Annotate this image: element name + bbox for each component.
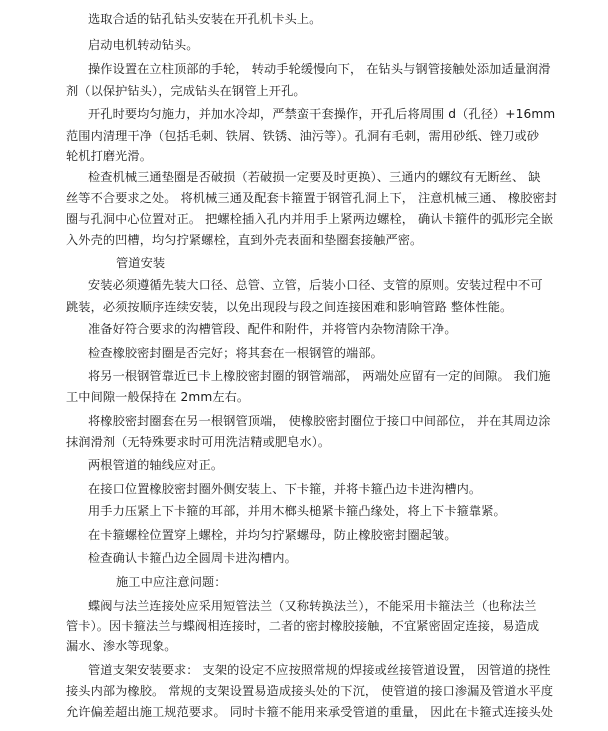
- text-line: 范围内清理干净（包括毛刺、铁屑、铁锈、油污等）。孔洞有毛刺，需用砂纸、锉刀或砂: [66, 129, 540, 143]
- text-line: 允许偏差超出施工规范要求。 同时卡箍不能用来承受管道的重量， 因此在卡箍式连接头处: [66, 705, 554, 719]
- text-line: 检查机械三通垫圈是否破损（若破损一定要及时更换）、三通内的螺纹有无断丝、 缺: [88, 170, 541, 184]
- section-heading: 施工中应注意问题：: [116, 575, 227, 589]
- text-line: 启动电机转动钻头。: [88, 38, 199, 52]
- section-heading: 管道安装: [116, 256, 166, 270]
- text-line: 漏水、渗水等现象。: [66, 639, 177, 653]
- text-line: 检查橡胶密封圈是否完好；将其套在一根钢管的端部。: [88, 346, 383, 360]
- text-line: 安装必须遵循先装大口径、总管、立管，后装小口径、支管的原则。安装过程中不可: [88, 278, 543, 292]
- text-line: 管道支架安装要求： 支架的设定不应按照常规的焊接或丝接管道设置， 因管道的挠性: [88, 663, 551, 677]
- text-line: 两根管道的轴线应对正。: [88, 458, 224, 472]
- text-line: 在卡箍螺栓位置穿上螺栓，并均匀拧紧螺母，防止橡胶密封圈起皱。: [88, 528, 457, 542]
- text-line: 工中间隙一般保持在 2mm左右。: [66, 390, 250, 404]
- text-line: 入外壳的凹槽，均匀拧紧螺栓，直到外壳表面和垫圈套接触严密。: [66, 233, 423, 247]
- text-line: 操作设置在立柱顶部的手轮， 转动手轮缓慢向下， 在钻头与钢管接触处添加适量润滑: [88, 62, 551, 76]
- text-line: 将橡胶密封圈套在另一根钢管顶端， 使橡胶密封圈位于接口中间部位， 并在其周边涂: [88, 414, 551, 428]
- text-line: 用手力压紧上下卡箍的耳部，并用木榔头槌紧卡箍凸缘处，将上下卡箍靠紧。: [88, 504, 506, 518]
- text-line: 接头内部为橡胶。 常规的支架设置易造成接头处的下沉， 使管道的接口渗漏及管道水平度: [66, 684, 554, 698]
- text-line: 管卡）。因卡箍法兰与蝶阀相连接时，二者的密封橡胶接触，不宜紧密固定连接，易造成: [66, 619, 540, 633]
- text-line: 将另一根钢管靠近已卡上橡胶密封圈的钢管端部， 两端处应留有一定的间隙。 我们施: [88, 369, 551, 383]
- text-line: 蝶阀与法兰连接处应采用短管法兰（又称转换法兰），不能采用卡箍法兰（也称法兰: [88, 599, 537, 613]
- text-line: 准备好符合要求的沟槽管段、配件和附件，并将管内杂物清除干净。: [88, 322, 457, 336]
- text-line: 圈与孔洞中心位置对正。 把螺栓插入孔内并用手上紧两边螺栓， 确认卡箍件的弧形完全嵌: [66, 212, 554, 226]
- text-line: 抹润滑剂（无特殊要求时可用洗洁精或肥皂水）。: [66, 435, 331, 449]
- text-line: 在接口位置橡胶密封圈外侧安装上、下卡箍，并将卡箍凸边卡进沟槽内。: [88, 482, 482, 496]
- text-line: 轮机打磨光滑。: [66, 149, 153, 163]
- text-line: 剂（以保护钻头），完成钻头在钢管上开孔。: [66, 84, 306, 98]
- text-line: 检查确认卡箍凸边全圆周卡进沟槽内。: [88, 551, 297, 565]
- text-line: 跳装，必须按顺序连续安装，以免出现段与段之间连接困难和影响管路 整体性能。: [66, 300, 513, 314]
- text-line: 丝等不合要求之处。 将机械三通及配套卡箍置于钢管孔洞上下， 注意机械三通、 橡胶密封: [66, 191, 558, 205]
- text-line: 选取合适的钻孔钻头安装在开孔机卡头上。: [88, 12, 322, 26]
- text-line: 开孔时要均匀施力，并加水冷却，严禁蛮干套操作，开孔后将周围 d（孔径）+16mm: [88, 107, 556, 121]
